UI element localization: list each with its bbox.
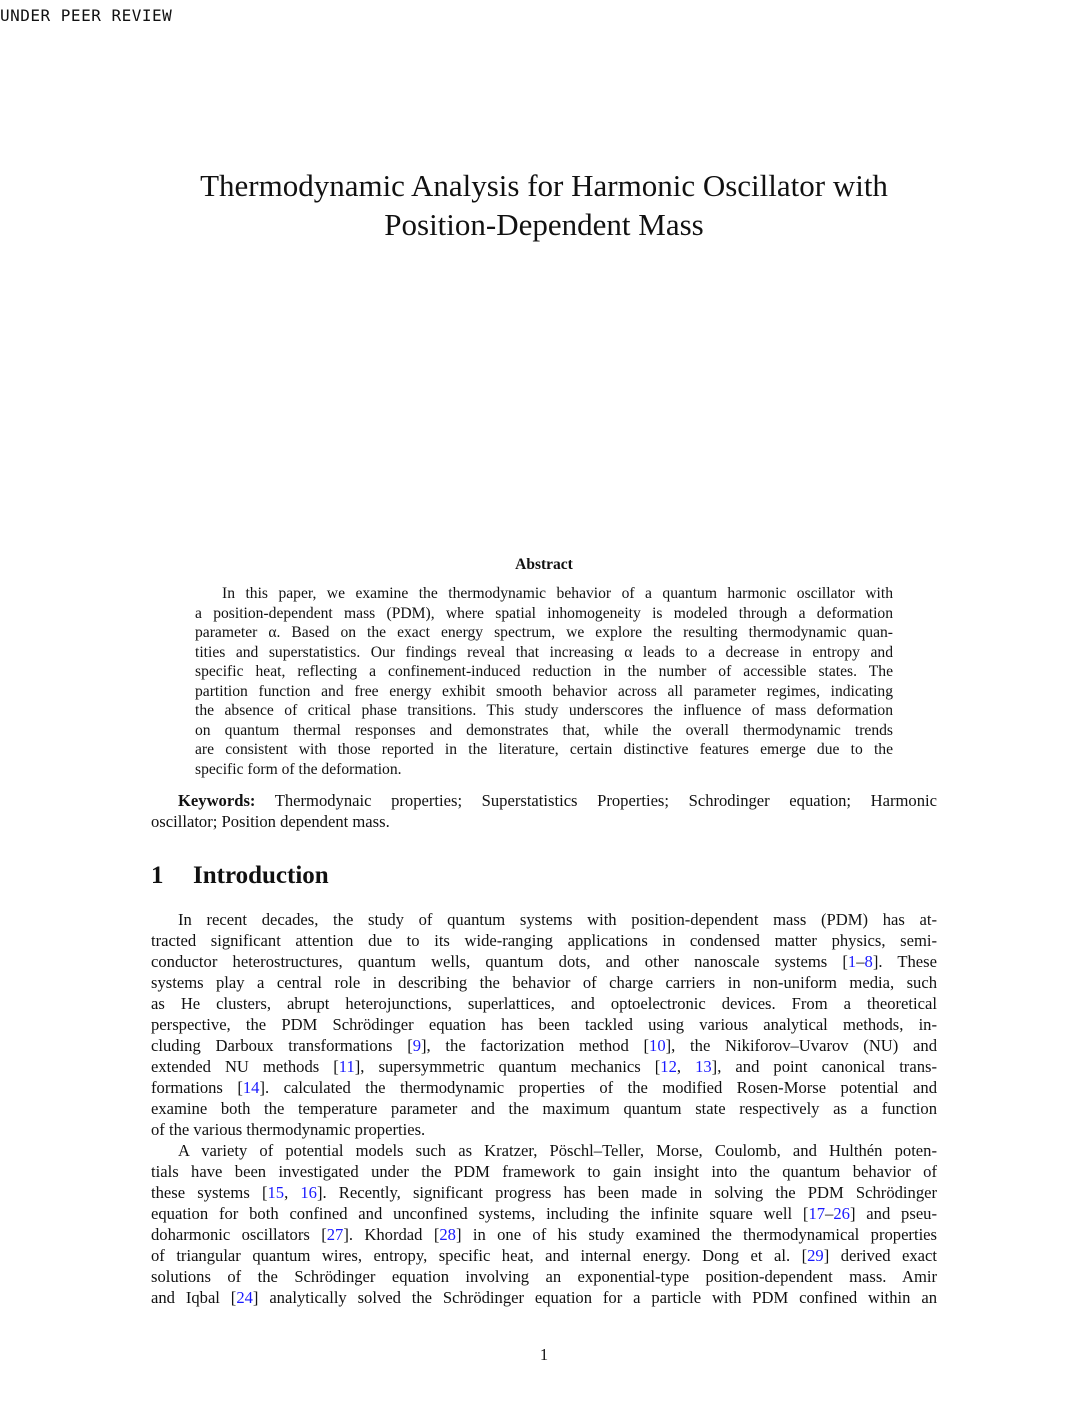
text-line: equation for both confined and unconfined systems, including the infinite square well [17–26] and pseu- (151, 1204, 938, 1223)
text-line: A variety of potential models such as Kratzer, Pöschl–Teller, Morse, Coulomb, and Hulthén poten- (178, 1141, 937, 1160)
keywords-line (151, 790, 937, 811)
text-line: tracted significant attention due to its wide-ranging applications in condensed matter physics, semi- (151, 931, 937, 950)
text-line: tials have been investigated under the PDM framework to gain insight into the quantum behavior of (151, 1162, 937, 1181)
text-line: these systems [15, 16]. Recently, significant progress has been made in solving the PDM Schrödinger (151, 1183, 938, 1202)
paragraph (151, 1140, 937, 1308)
text-line: of triangular quantum wires, entropy, specific heat, and internal energy. Dong et al. [29] derived exact (151, 1246, 937, 1265)
citation-link[interactable]: 9 (412, 1036, 422, 1055)
citation-link[interactable]: 11 (338, 1057, 355, 1076)
text-line: of the various thermodynamic properties. (151, 1120, 426, 1139)
citation-link[interactable]: 16 (300, 1183, 317, 1202)
text-line: examine both the temperature parameter and the maximum quantum state respectively as a function (151, 1099, 937, 1118)
text-line: perspective, the PDM Schrödinger equation has been tackled using various analytical methods, in- (151, 1015, 937, 1034)
text-line: solutions of the Schrödinger equation involving an exponential-type position-dependent mass. Amir (151, 1267, 937, 1286)
citation-link[interactable]: 24 (236, 1288, 253, 1307)
abstract-heading: Abstract (515, 556, 573, 573)
citation-link[interactable]: 10 (649, 1036, 666, 1055)
keywords (151, 790, 937, 832)
citation-link[interactable]: 28 (439, 1225, 456, 1244)
section-heading (151, 862, 329, 890)
keywords-label: Keywords: (178, 791, 256, 810)
text-line: In recent decades, the study of quantum systems with position-dependent mass (PDM) has at- (178, 910, 937, 929)
text-line: parameter α. Based on the exact energy spectrum, we explore the resulting thermodynamic quan- (195, 624, 893, 641)
text-line: specific form of the deformation. (195, 760, 402, 778)
citation-link[interactable]: 26 (833, 1204, 850, 1223)
text-line: conductor heterostructures, quantum wells, quantum dots, and other nanoscale systems [1–8]. These (151, 952, 937, 971)
text-line: extended NU methods [11], supersymmetric quantum mechanics [12, 13], and point canonical trans- (151, 1057, 937, 1076)
citation-link[interactable]: 15 (267, 1183, 285, 1202)
citation-link[interactable]: 1 (847, 952, 857, 971)
text-line: on quantum thermal responses and demonstrates that, while the overall thermodynamic trends (195, 721, 893, 739)
text-line: partition function and free energy exhibit smooth behavior across all parameter regimes, indicating (195, 682, 893, 700)
text-line: tities and superstatistics. Our findings reveal that increasing α leads to a decrease in entropy and (195, 643, 893, 661)
title-line: Position-Dependent Mass (384, 207, 704, 242)
citation-link[interactable]: 17 (808, 1204, 826, 1223)
citation-link[interactable]: 13 (695, 1057, 712, 1076)
text-line: specific heat, reflecting a confinement-induced reduction in the number of accessible states. The (195, 663, 893, 680)
paper-title (0, 166, 1088, 244)
section-title: Introduction (193, 862, 329, 889)
text-line: are consistent with those reported in the literature, certain distinctive features emerge due to the (195, 741, 893, 758)
text-line: cluding Darboux transformations [9], the factorization method [10], the Nikiforov–Uvarov (NU) and (151, 1036, 937, 1055)
text-line: and Iqbal [24] analytically solved the Schrödinger equation for a particle with PDM confined within an (151, 1288, 937, 1307)
text-line: formations [14]. calculated the thermodynamic properties of the modified Rosen-Morse potential and (151, 1078, 937, 1097)
page-number: 1 (539, 1345, 549, 1364)
review-watermark: UNDER PEER REVIEW (0, 6, 173, 25)
keywords-line: oscillator; Position dependent mass. (151, 812, 390, 831)
text-line: the absence of critical phase transitions. This study underscores the influence of mass deformation (195, 702, 893, 719)
paragraph (151, 909, 937, 1140)
abstract-body (195, 584, 893, 779)
text-line: a position-dependent mass (PDM), where spatial inhomogeneity is modeled through a deformation (195, 604, 893, 622)
text-line: doharmonic oscillators [27]. Khordad [28] in one of his study examined the thermodynamical properties (151, 1225, 938, 1244)
section-number: 1 (151, 862, 164, 889)
text-line: as He clusters, abrupt heterojunctions, superlattices, and optoelectronic devices. From a theoretical (151, 994, 937, 1013)
citation-link[interactable]: 29 (807, 1246, 824, 1265)
keywords-text: Thermodynaic properties; Superstatistics Properties; Schrodinger equation; Harmonic (274, 791, 937, 810)
text-line: systems play a central role in describing the behavior of charge carriers in non-uniform media, such (151, 973, 937, 992)
citation-link[interactable]: 27 (326, 1225, 344, 1244)
citation-link[interactable]: 12 (660, 1057, 677, 1076)
title-line: Thermodynamic Analysis for Harmonic Oscillator with (200, 168, 888, 203)
citation-link[interactable]: 8 (864, 952, 873, 971)
introduction-body (151, 909, 937, 1308)
text-line: In this paper, we examine the thermodynamic behavior of a quantum harmonic oscillator with (222, 585, 893, 602)
citation-link[interactable]: 14 (242, 1078, 260, 1097)
